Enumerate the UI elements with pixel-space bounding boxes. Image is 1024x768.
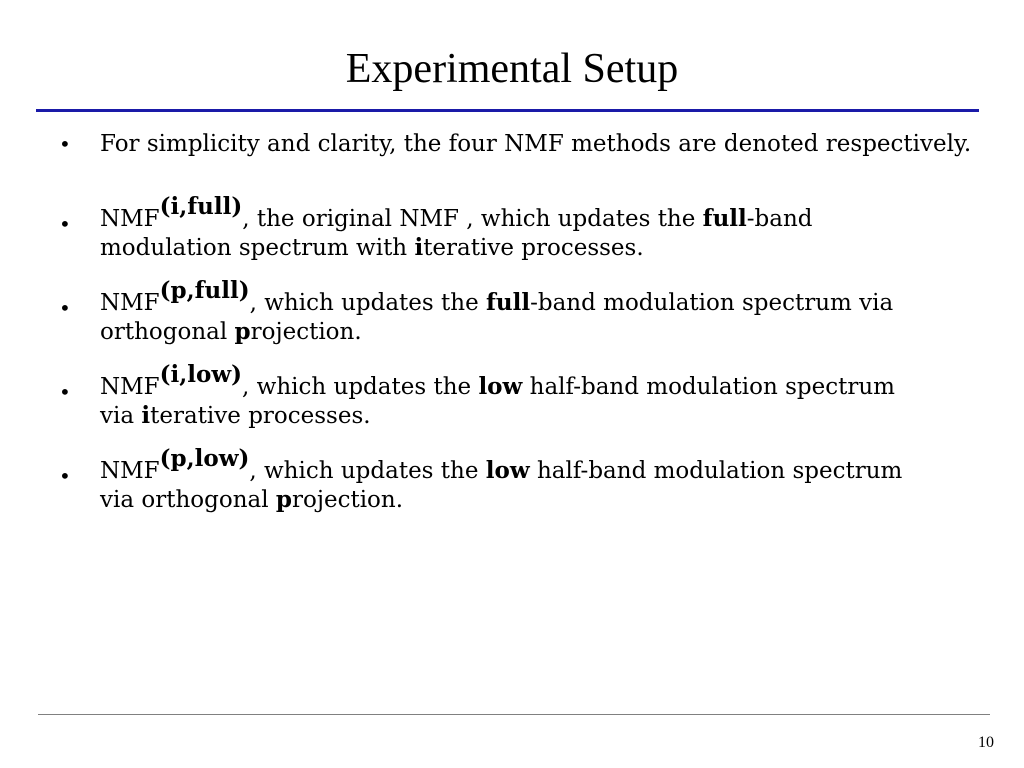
bullet-nmf-p-low: [55, 445, 985, 517]
method-name: NMF: [100, 206, 160, 232]
bullet-nmf-p-full: [55, 277, 985, 349]
method-emphasis: p: [275, 486, 292, 513]
bullet-marker: •: [59, 212, 71, 236]
method-line-1: [100, 445, 985, 484]
footer-divider: [38, 714, 990, 715]
method-name: NMF: [100, 374, 160, 400]
method-text: via orthogonal: [100, 487, 276, 513]
method-emphasis: low: [485, 457, 530, 484]
method-line-1: [100, 193, 985, 232]
method-line-2: [100, 319, 362, 345]
method-text: -band: [746, 206, 813, 232]
method-superscript: (i,full): [159, 193, 243, 220]
method-line-1: [100, 277, 985, 316]
method-emphasis: full: [486, 289, 531, 316]
method-text: orthogonal: [100, 319, 235, 345]
method-line-2: [100, 235, 644, 261]
method-line-2: [100, 487, 403, 513]
method-line-1: [100, 361, 985, 400]
method-text: , the original NMF , which updates the: [242, 206, 703, 232]
method-emphasis: i: [414, 234, 424, 261]
method-emphasis: low: [478, 373, 523, 400]
method-text: half-band modulation spectrum: [522, 374, 895, 400]
page-number: 10: [978, 734, 994, 751]
method-text: via: [100, 403, 142, 429]
bullet-nmf-i-low: [55, 361, 985, 433]
method-text: , which updates the: [249, 458, 486, 484]
intro-text: For simplicity and clarity, the four NMF methods are denoted respectively.: [100, 131, 972, 157]
bullet-nmf-i-full: [55, 193, 985, 265]
method-line-2: [100, 403, 371, 429]
method-text: rojection.: [291, 487, 404, 513]
method-text: -band modulation spectrum via: [530, 290, 894, 316]
method-emphasis: i: [141, 402, 151, 429]
method-text: half-band modulation spectrum: [529, 458, 903, 484]
bullet-intro: [55, 127, 985, 161]
bullet-marker: •: [59, 296, 71, 320]
bullet-list: [55, 127, 985, 533]
slide-title: Experimental Setup: [345, 46, 679, 92]
title-divider: [36, 109, 979, 112]
method-text: modulation spectrum with: [100, 235, 415, 261]
method-emphasis: full: [702, 205, 747, 232]
method-superscript: (i,low): [159, 361, 243, 388]
bullet-marker: •: [59, 380, 71, 404]
method-text: , which updates the: [242, 374, 479, 400]
method-text: terative processes.: [423, 235, 644, 261]
bullet-marker: •: [59, 464, 71, 488]
method-name: NMF: [100, 290, 160, 316]
method-emphasis: p: [234, 318, 251, 345]
method-name: NMF: [100, 458, 160, 484]
method-text: rojection.: [250, 319, 362, 345]
bullet-marker: •: [59, 132, 71, 156]
method-superscript: (p,full): [159, 277, 250, 304]
method-text: terative processes.: [150, 403, 371, 429]
method-text: , which updates the: [249, 290, 486, 316]
method-superscript: (p,low): [159, 445, 250, 472]
